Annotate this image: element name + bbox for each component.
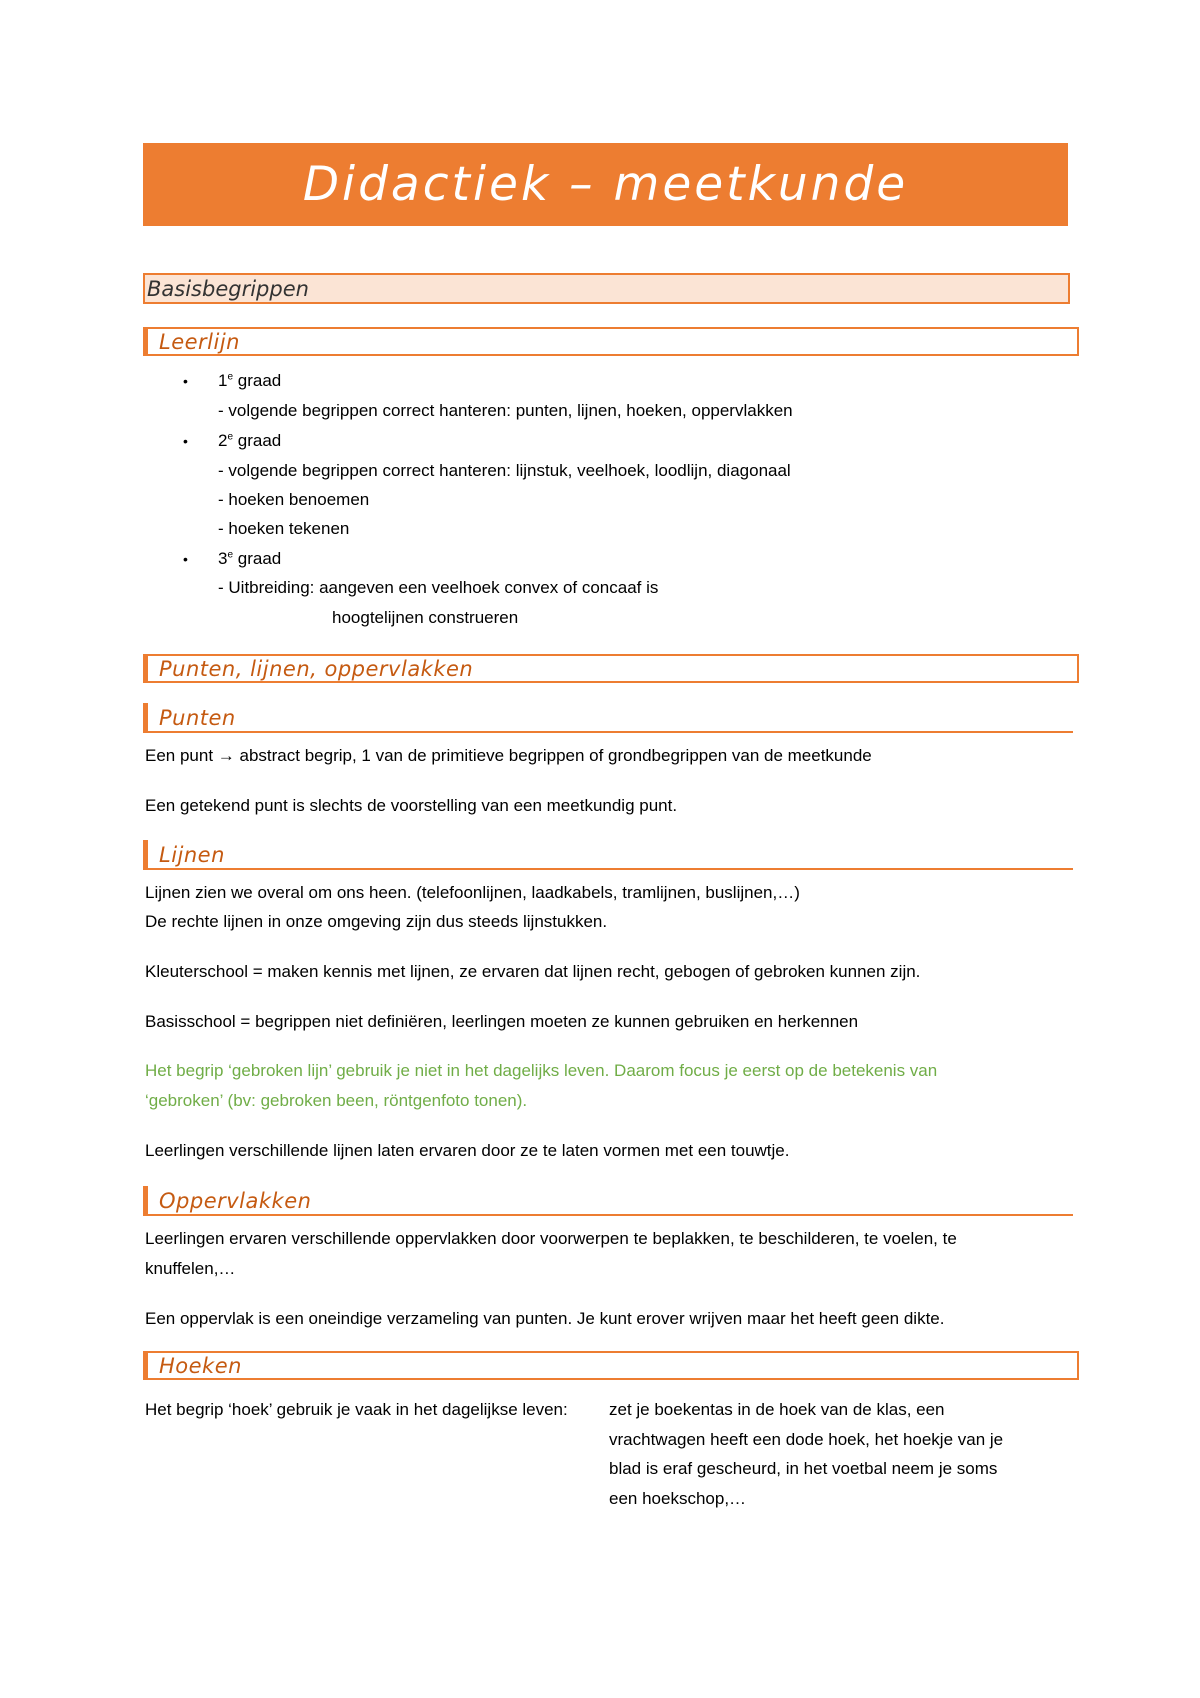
bullet-icon: •	[183, 551, 188, 567]
oppervlakken-paragraph: Een oppervlak is een oneindige verzameling van punten. Je kunt erover wrijven maar het heeft geen dikte.	[145, 1309, 945, 1328]
graad3-sup: e	[227, 549, 234, 561]
hoeken-paragraph: zet je boekentas in de hoek van de klas, een	[609, 1400, 945, 1419]
document-title: Didactiek – meetkunde	[302, 157, 909, 212]
punten-paragraph	[145, 741, 872, 771]
heading-hoeken-text: Hoeken	[159, 1353, 242, 1378]
bullet-icon: •	[183, 433, 188, 449]
hoeken-paragraph: Het begrip ‘hoek’ gebruik je vaak in het dagelijkse leven:	[145, 1400, 568, 1419]
hoeken-paragraph: een hoekschop,…	[609, 1489, 747, 1508]
punten-text: abstract begrip, 1 van de primitieve begrippen of grondbegrippen van de meetkunde	[234, 746, 872, 765]
graad1-label	[218, 366, 281, 396]
heading-leerlijn	[143, 327, 1079, 356]
heading-hoeken	[143, 1351, 1079, 1380]
heading-oppervlakken-text: Oppervlakken	[159, 1189, 312, 1213]
title-banner	[143, 143, 1068, 226]
graad2-num: 2	[218, 431, 228, 450]
heading-lijnen-text: Lijnen	[159, 843, 225, 867]
oppervlakken-paragraph: Leerlingen ervaren verschillende oppervlakken door voorwerpen te beplakken, te beschilderen, te voelen, te	[145, 1229, 957, 1248]
graad2-text: graad	[233, 431, 282, 450]
heading-basisbegrippen	[143, 273, 1070, 304]
hoeken-paragraph: vrachtwagen heeft een dode hoek, het hoekje van je	[609, 1430, 1004, 1449]
bullet-icon: •	[183, 373, 188, 389]
graad3-num: 3	[218, 549, 228, 568]
oppervlakken-paragraph: knuffelen,…	[145, 1259, 236, 1278]
graad1-text: graad	[233, 371, 282, 390]
heading-punten-lijnen-oppervlakken	[143, 654, 1079, 683]
lijnen-paragraph: De rechte lijnen in onze omgeving zijn dus steeds lijnstukken.	[145, 912, 608, 931]
heading-punten	[143, 703, 1073, 733]
graad1-sup: e	[227, 371, 234, 383]
graad3-text: graad	[233, 549, 282, 568]
punten-paragraph: Een getekend punt is slechts de voorstelling van een meetkundig punt.	[145, 796, 678, 815]
graad3-line: - Uitbreiding: aangeven een veelhoek convex of concaaf is	[218, 578, 659, 597]
lijnen-paragraph: Leerlingen verschillende lijnen laten ervaren door ze te laten vormen met een touwtje.	[145, 1141, 790, 1160]
graad2-line: - volgende begrippen correct hanteren: lijnstuk, veelhoek, loodlijn, diagonaal	[218, 461, 791, 480]
punten-text: Een punt	[145, 746, 218, 765]
heading-oppervlakken	[143, 1186, 1073, 1216]
lijnen-paragraph: Kleuterschool = maken kennis met lijnen, ze ervaren dat lijnen recht, gebogen of gebroken kunnen zijn.	[145, 962, 921, 981]
heading-lijnen	[143, 840, 1073, 870]
lijnen-paragraph-green: Het begrip ‘gebroken lijn’ gebruik je niet in het dagelijks leven. Daarom focus je eerst op de betekenis van	[145, 1061, 938, 1080]
graad1-line: - volgende begrippen correct hanteren: punten, lijnen, hoeken, oppervlakken	[218, 401, 793, 420]
graad3-label	[218, 544, 281, 574]
graad2-line: - hoeken benoemen	[218, 490, 370, 509]
arrow-right-icon: →	[217, 746, 235, 765]
heading-pll-text: Punten, lijnen, oppervlakken	[159, 656, 474, 681]
graad3-line: hoogtelijnen construeren	[332, 608, 519, 627]
lijnen-paragraph: Lijnen zien we overal om ons heen. (telefoonlijnen, laadkabels, tramlijnen, buslijnen,…)	[145, 883, 800, 902]
hoeken-paragraph: blad is eraf gescheurd, in het voetbal neem je soms	[609, 1459, 998, 1478]
graad2-label	[218, 426, 281, 456]
graad1-num: 1	[218, 371, 228, 390]
heading-basisbegrippen-text: Basisbegrippen	[147, 276, 309, 301]
heading-punten-text: Punten	[159, 706, 236, 730]
lijnen-paragraph: Basisschool = begrippen niet definiëren, leerlingen moeten ze kunnen gebruiken en herkennen	[145, 1012, 859, 1031]
graad2-sup: e	[227, 431, 234, 443]
graad2-line: - hoeken tekenen	[218, 519, 350, 538]
lijnen-paragraph-green: ‘gebroken’ (bv: gebroken been, röntgenfoto tonen).	[145, 1091, 528, 1110]
heading-leerlijn-text: Leerlijn	[159, 329, 240, 354]
